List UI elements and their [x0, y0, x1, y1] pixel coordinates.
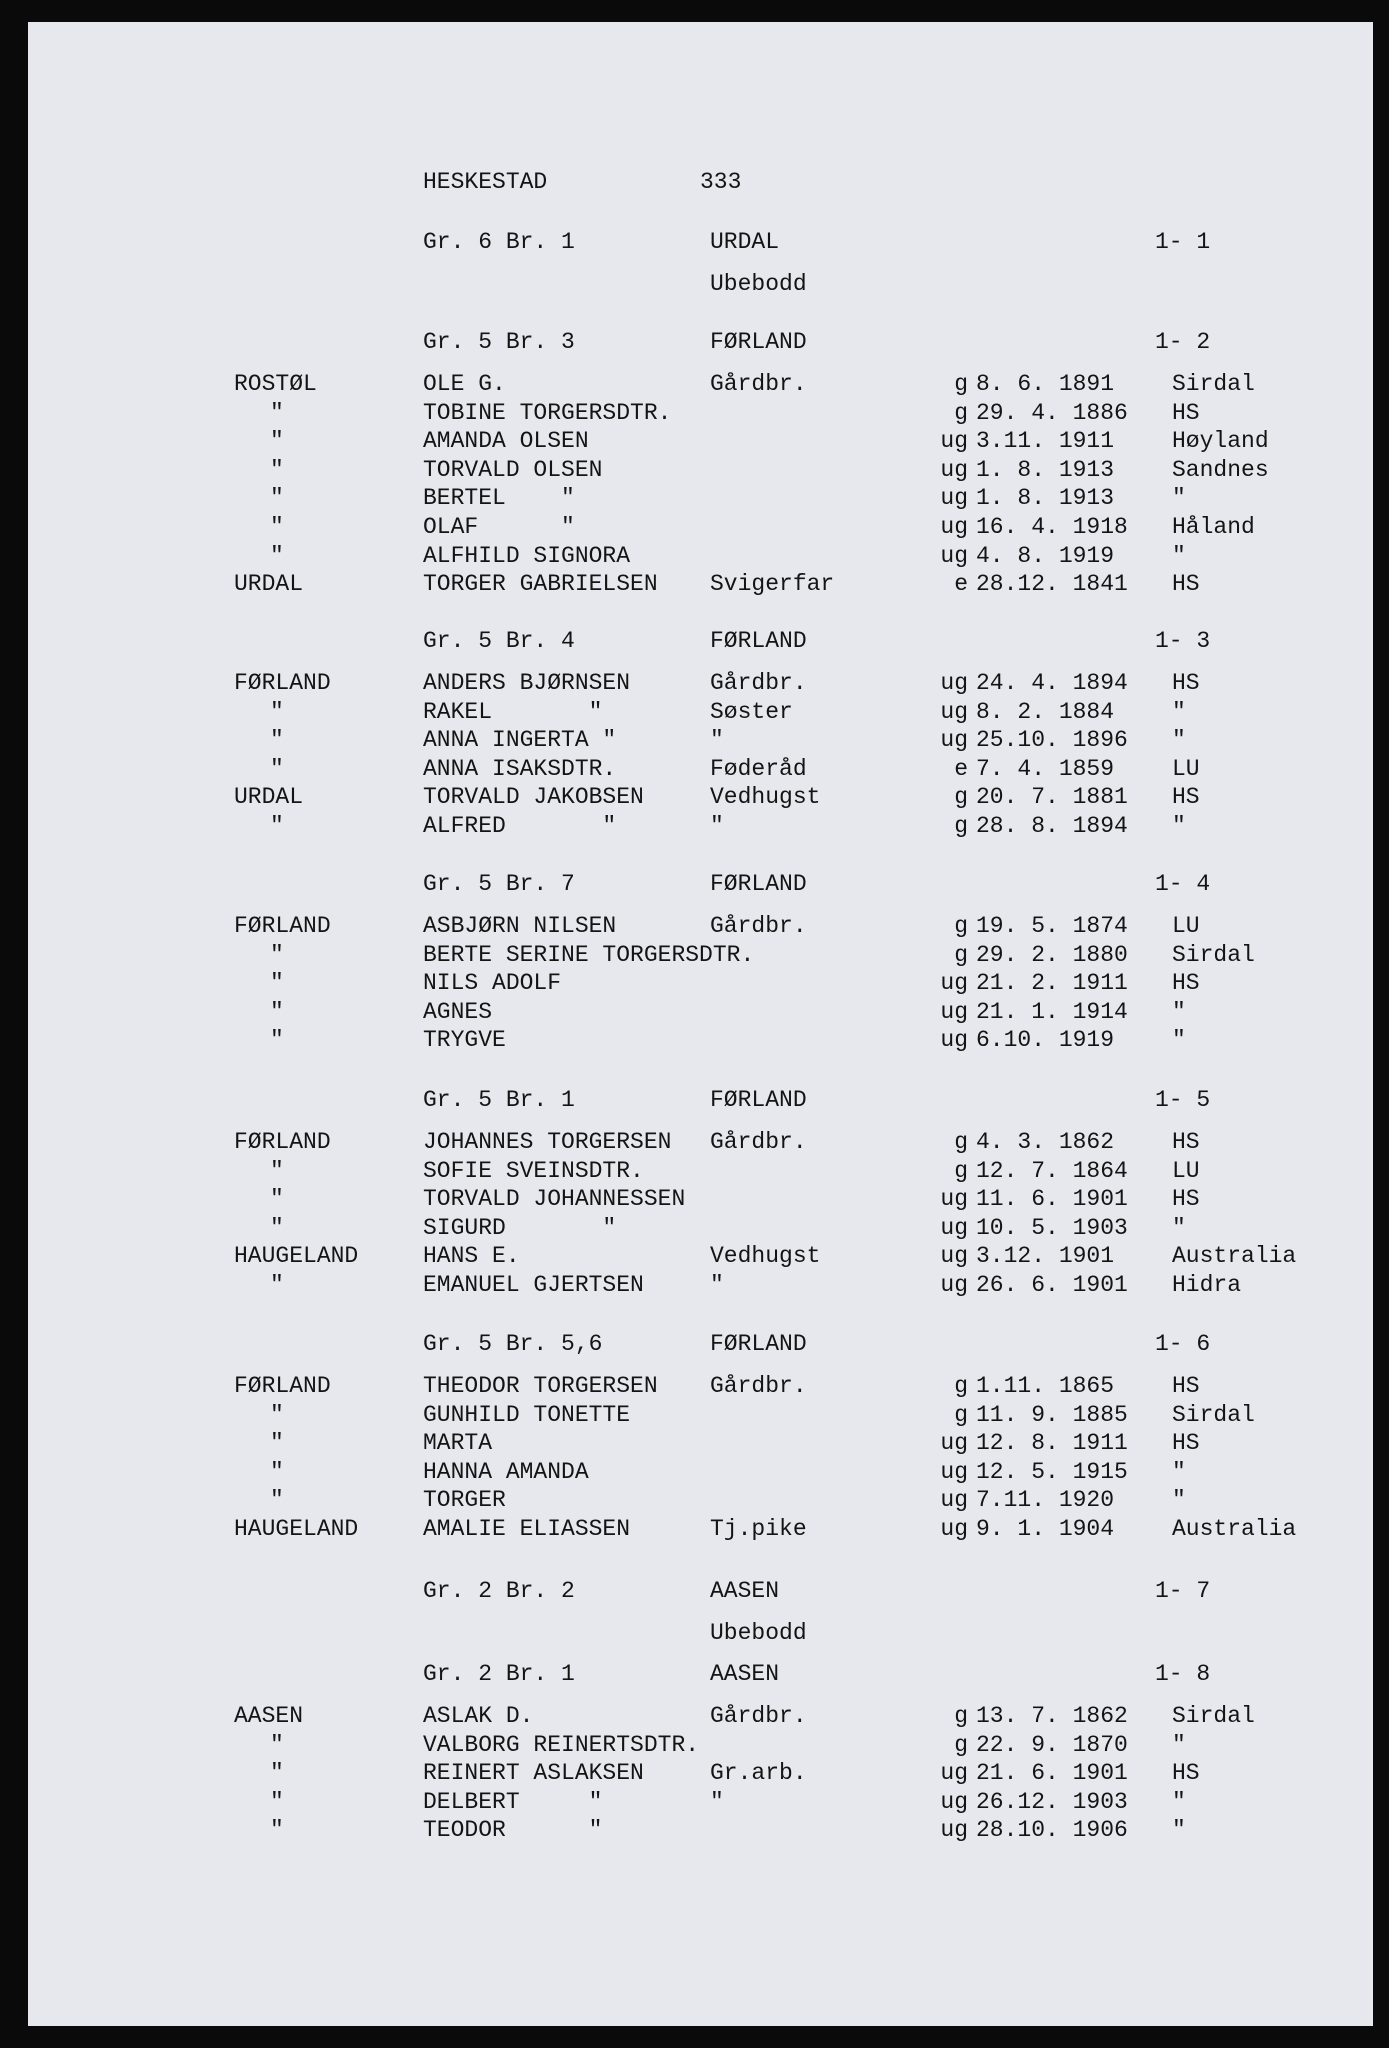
origin-farm: "	[270, 1186, 284, 1213]
birth-date: 1. 8. 1913	[976, 485, 1115, 512]
person-role: Søster	[710, 698, 793, 725]
birth-place: Sirdal	[1172, 371, 1255, 397]
origin-farm: "	[270, 514, 284, 540]
section-group-number: Gr. 5 Br. 1	[423, 1087, 575, 1113]
birth-place: Sirdal	[1172, 1401, 1255, 1428]
birth-date: 7.11. 1920	[976, 1487, 1115, 1514]
person-name: ANNA ISAKSDTR.	[423, 755, 617, 782]
marital-status: g	[954, 399, 968, 426]
birth-date: 1.11. 1865	[976, 1373, 1115, 1399]
birth-place: "	[1172, 1817, 1186, 1844]
person-name: RAKEL "	[423, 698, 603, 725]
person-name: ALFRED "	[423, 813, 617, 839]
birth-place: HS	[1172, 784, 1200, 811]
birth-place: "	[1172, 1487, 1186, 1514]
origin-farm: "	[270, 1458, 284, 1485]
birth-date: 16. 4. 1918	[976, 514, 1128, 540]
section-group-number: Gr. 6 Br. 1	[423, 229, 575, 255]
marital-status: ug	[940, 1458, 968, 1485]
birth-date: 11. 6. 1901	[976, 1186, 1128, 1213]
marital-status: ug	[940, 998, 968, 1025]
birth-place: "	[1172, 1458, 1186, 1485]
marital-status: ug	[940, 428, 968, 455]
birth-date: 12. 5. 1915	[976, 1458, 1128, 1485]
birth-date: 21. 1. 1914	[976, 998, 1128, 1025]
birth-date: 21. 6. 1901	[976, 1760, 1128, 1787]
person-name: TORVALD OLSEN	[423, 456, 603, 483]
origin-farm: "	[270, 1157, 284, 1184]
birth-place: Sandnes	[1172, 456, 1269, 483]
person-name: DELBERT "	[423, 1788, 603, 1815]
uninhabited-note: Ubebodd	[710, 271, 807, 297]
birth-date: 12. 8. 1911	[976, 1430, 1128, 1457]
origin-farm: "	[270, 1430, 284, 1457]
origin-farm: AASEN	[234, 1703, 304, 1729]
birth-date: 22. 9. 1870	[976, 1731, 1128, 1758]
marital-status: ug	[940, 456, 968, 483]
section-code: 1- 6	[1155, 1331, 1211, 1357]
marital-status: ug	[940, 1760, 968, 1787]
page-title: HESKESTAD	[423, 169, 548, 195]
origin-farm: "	[270, 813, 284, 839]
person-name: ASBJØRN NILSEN	[423, 913, 617, 939]
person-role: Tj.pike	[710, 1516, 807, 1542]
marital-status: ug	[940, 1214, 968, 1241]
marital-status: g	[954, 1373, 968, 1399]
section-group-number: Gr. 5 Br. 4	[423, 628, 575, 654]
origin-farm: "	[270, 399, 284, 426]
section-farm-name: FØRLAND	[710, 1331, 807, 1357]
origin-farm: URDAL	[234, 571, 304, 598]
birth-place: "	[1172, 813, 1186, 839]
origin-farm: "	[270, 456, 284, 483]
birth-place: Håland	[1172, 514, 1255, 540]
person-name: REINERT ASLAKSEN	[423, 1760, 644, 1787]
marital-status: ug	[940, 1817, 968, 1844]
birth-place: Sirdal	[1172, 1703, 1255, 1729]
origin-farm: "	[270, 1788, 284, 1815]
origin-farm: ROSTØL	[234, 371, 317, 397]
person-name: TEODOR "	[423, 1817, 603, 1844]
marital-status: g	[954, 1731, 968, 1758]
origin-farm: "	[270, 755, 284, 782]
birth-place: LU	[1172, 913, 1200, 939]
section-code: 1- 5	[1155, 1087, 1211, 1113]
person-name: ANNA INGERTA "	[423, 727, 617, 754]
birth-date: 26. 6. 1901	[976, 1272, 1128, 1298]
birth-place: "	[1172, 485, 1186, 512]
person-name: THEODOR TORGERSEN	[423, 1373, 658, 1399]
birth-date: 1. 8. 1913	[976, 456, 1115, 483]
person-name: EMANUEL GJERTSEN	[423, 1272, 644, 1298]
birth-place: "	[1172, 727, 1186, 754]
birth-date: 13. 7. 1862	[976, 1703, 1128, 1729]
birth-place: HS	[1172, 1373, 1200, 1399]
birth-place: Sirdal	[1172, 941, 1255, 968]
section-group-number: Gr. 5 Br. 5,6	[423, 1331, 603, 1357]
marital-status: ug	[940, 1487, 968, 1514]
birth-date: 26.12. 1903	[976, 1788, 1128, 1815]
section-code: 1- 8	[1155, 1661, 1211, 1687]
section-farm-name: AASEN	[710, 1661, 780, 1687]
marital-status: g	[954, 813, 968, 839]
marital-status: e	[954, 755, 968, 782]
birth-date: 6.10. 1919	[976, 1027, 1115, 1054]
origin-farm: FØRLAND	[234, 1373, 331, 1399]
birth-place: "	[1172, 1788, 1186, 1815]
section-group-number: Gr. 5 Br. 7	[423, 871, 575, 897]
birth-place: HS	[1172, 1129, 1200, 1155]
birth-date: 24. 4. 1894	[976, 670, 1128, 696]
section-farm-name: AASEN	[710, 1578, 780, 1604]
person-name: SOFIE SVEINSDTR.	[423, 1157, 644, 1184]
person-name: GUNHILD TONETTE	[423, 1401, 631, 1428]
person-name: TOBINE TORGERSDTR.	[423, 399, 672, 426]
person-role: Gårdbr.	[710, 913, 807, 939]
marital-status: g	[954, 1157, 968, 1184]
person-name: HANNA AMANDA	[423, 1458, 589, 1485]
person-name: TORGER	[423, 1487, 506, 1514]
section-code: 1- 7	[1155, 1578, 1211, 1604]
person-role: Vedhugst	[710, 784, 821, 811]
section-farm-name: FØRLAND	[710, 628, 807, 654]
origin-farm: "	[270, 542, 284, 569]
section-code: 1- 3	[1155, 628, 1211, 654]
birth-place: Australia	[1172, 1243, 1297, 1270]
marital-status: g	[954, 1401, 968, 1428]
marital-status: g	[954, 913, 968, 939]
marital-status: g	[954, 941, 968, 968]
marital-status: ug	[940, 1516, 968, 1542]
origin-farm: "	[270, 1487, 284, 1514]
marital-status: g	[954, 784, 968, 811]
marital-status: ug	[940, 670, 968, 696]
birth-place: HS	[1172, 1430, 1200, 1457]
origin-farm: "	[270, 727, 284, 754]
birth-date: 3.11. 1911	[976, 428, 1115, 455]
origin-farm: "	[270, 1731, 284, 1758]
marital-status: g	[954, 1703, 968, 1729]
person-role: "	[710, 1788, 724, 1815]
birth-place: Hidra	[1172, 1272, 1242, 1298]
birth-date: 19. 5. 1874	[976, 913, 1128, 939]
marital-status: ug	[940, 542, 968, 569]
marital-status: ug	[940, 1243, 968, 1270]
birth-place: Høyland	[1172, 428, 1269, 455]
person-name: TORGER GABRIELSEN	[423, 571, 658, 598]
person-name: OLE G.	[423, 371, 506, 397]
person-role: Gårdbr.	[710, 1129, 807, 1155]
person-name: SIGURD "	[423, 1214, 617, 1241]
person-name: BERTEL "	[423, 485, 575, 512]
person-name: ALFHILD SIGNORA	[423, 542, 631, 569]
origin-farm: "	[270, 1401, 284, 1428]
origin-farm: "	[270, 1272, 284, 1298]
person-role: "	[710, 727, 724, 754]
marital-status: ug	[940, 514, 968, 540]
birth-date: 12. 7. 1864	[976, 1157, 1128, 1184]
person-name: AGNES	[423, 998, 493, 1025]
marital-status: g	[954, 1129, 968, 1155]
marital-status: ug	[940, 1027, 968, 1054]
marital-status: ug	[940, 970, 968, 997]
origin-farm: FØRLAND	[234, 913, 331, 939]
person-role: Gårdbr.	[710, 1703, 807, 1729]
birth-date: 10. 5. 1903	[976, 1214, 1128, 1241]
birth-place: LU	[1172, 1157, 1200, 1184]
origin-farm: HAUGELAND	[234, 1243, 359, 1270]
origin-farm: "	[270, 1760, 284, 1787]
uninhabited-note: Ubebodd	[710, 1620, 807, 1646]
person-role: Gårdbr.	[710, 670, 807, 696]
marital-status: ug	[940, 698, 968, 725]
person-name: ASLAK D.	[423, 1703, 534, 1729]
origin-farm: "	[270, 1817, 284, 1844]
section-farm-name: FØRLAND	[710, 1087, 807, 1113]
birth-date: 20. 7. 1881	[976, 784, 1128, 811]
origin-farm: "	[270, 998, 284, 1025]
section-group-number: Gr. 2 Br. 2	[423, 1578, 575, 1604]
birth-date: 11. 9. 1885	[976, 1401, 1128, 1428]
birth-date: 7. 4. 1859	[976, 755, 1115, 782]
birth-date: 28.12. 1841	[976, 571, 1128, 598]
marital-status: ug	[940, 485, 968, 512]
birth-date: 4. 3. 1862	[976, 1129, 1115, 1155]
birth-place: HS	[1172, 1186, 1200, 1213]
marital-status: ug	[940, 1430, 968, 1457]
birth-place: "	[1172, 998, 1186, 1025]
birth-place: "	[1172, 698, 1186, 725]
birth-date: 25.10. 1896	[976, 727, 1128, 754]
birth-place: HS	[1172, 670, 1200, 696]
marital-status: ug	[940, 1788, 968, 1815]
person-name: AMALIE ELIASSEN	[423, 1516, 631, 1542]
origin-farm: "	[270, 698, 284, 725]
page-number: 333	[700, 169, 742, 195]
birth-place: HS	[1172, 1760, 1200, 1787]
section-group-number: Gr. 2 Br. 1	[423, 1661, 575, 1687]
origin-farm: "	[270, 485, 284, 512]
person-name: AMANDA OLSEN	[423, 428, 589, 455]
person-name: ANDERS BJØRNSEN	[423, 670, 631, 696]
section-code: 1- 4	[1155, 871, 1211, 897]
birth-place: HS	[1172, 399, 1200, 426]
origin-farm: "	[270, 1027, 284, 1054]
birth-date: 3.12. 1901	[976, 1243, 1115, 1270]
person-name: JOHANNES TORGERSEN	[423, 1129, 672, 1155]
birth-place: "	[1172, 1027, 1186, 1054]
section-farm-name: FØRLAND	[710, 871, 807, 897]
person-name: MARTA	[423, 1430, 493, 1457]
birth-date: 28. 8. 1894	[976, 813, 1128, 839]
birth-date: 4. 8. 1919	[976, 542, 1115, 569]
birth-date: 8. 6. 1891	[976, 371, 1115, 397]
birth-place: LU	[1172, 755, 1200, 782]
marital-status: ug	[940, 727, 968, 754]
section-farm-name: URDAL	[710, 229, 780, 255]
person-role: Gr.arb.	[710, 1760, 807, 1787]
section-code: 1- 1	[1155, 229, 1211, 255]
origin-farm: "	[270, 970, 284, 997]
birth-date: 8. 2. 1884	[976, 698, 1115, 725]
birth-date: 28.10. 1906	[976, 1817, 1128, 1844]
person-name: TORVALD JOHANNESSEN	[423, 1186, 686, 1213]
marital-status: ug	[940, 1272, 968, 1298]
person-role: "	[710, 1272, 724, 1298]
origin-farm: URDAL	[234, 784, 304, 811]
birth-place: "	[1172, 1731, 1186, 1758]
section-farm-name: FØRLAND	[710, 329, 807, 355]
birth-date: 29. 4. 1886	[976, 399, 1128, 426]
person-name: HANS E.	[423, 1243, 520, 1270]
birth-place: HS	[1172, 571, 1200, 598]
person-role: Svigerfar	[710, 571, 835, 598]
section-group-number: Gr. 5 Br. 3	[423, 329, 575, 355]
person-name: TRYGVE	[423, 1027, 506, 1054]
birth-place: Australia	[1172, 1516, 1297, 1542]
person-name: BERTE SERINE TORGERSDTR.	[423, 941, 755, 968]
marital-status: e	[954, 571, 968, 598]
person-role: Gårdbr.	[710, 1373, 807, 1399]
birth-date: 29. 2. 1880	[976, 941, 1128, 968]
person-role: "	[710, 813, 724, 839]
person-name: VALBORG REINERTSDTR.	[423, 1731, 700, 1758]
origin-farm: "	[270, 941, 284, 968]
marital-status: ug	[940, 1186, 968, 1213]
birth-date: 21. 2. 1911	[976, 970, 1128, 997]
origin-farm: FØRLAND	[234, 670, 331, 696]
birth-place: "	[1172, 1214, 1186, 1241]
birth-place: "	[1172, 542, 1186, 569]
origin-farm: FØRLAND	[234, 1129, 331, 1155]
person-role: Gårdbr.	[710, 371, 807, 397]
origin-farm: "	[270, 428, 284, 455]
origin-farm: "	[270, 1214, 284, 1241]
person-role: Føderåd	[710, 755, 807, 782]
person-name: TORVALD JAKOBSEN	[423, 784, 644, 811]
origin-farm: HAUGELAND	[234, 1516, 359, 1542]
person-name: NILS ADOLF	[423, 970, 562, 997]
birth-date: 9. 1. 1904	[976, 1516, 1115, 1542]
person-name: OLAF "	[423, 514, 575, 540]
person-role: Vedhugst	[710, 1243, 821, 1270]
section-code: 1- 2	[1155, 329, 1211, 355]
marital-status: g	[954, 371, 968, 397]
birth-place: HS	[1172, 970, 1200, 997]
